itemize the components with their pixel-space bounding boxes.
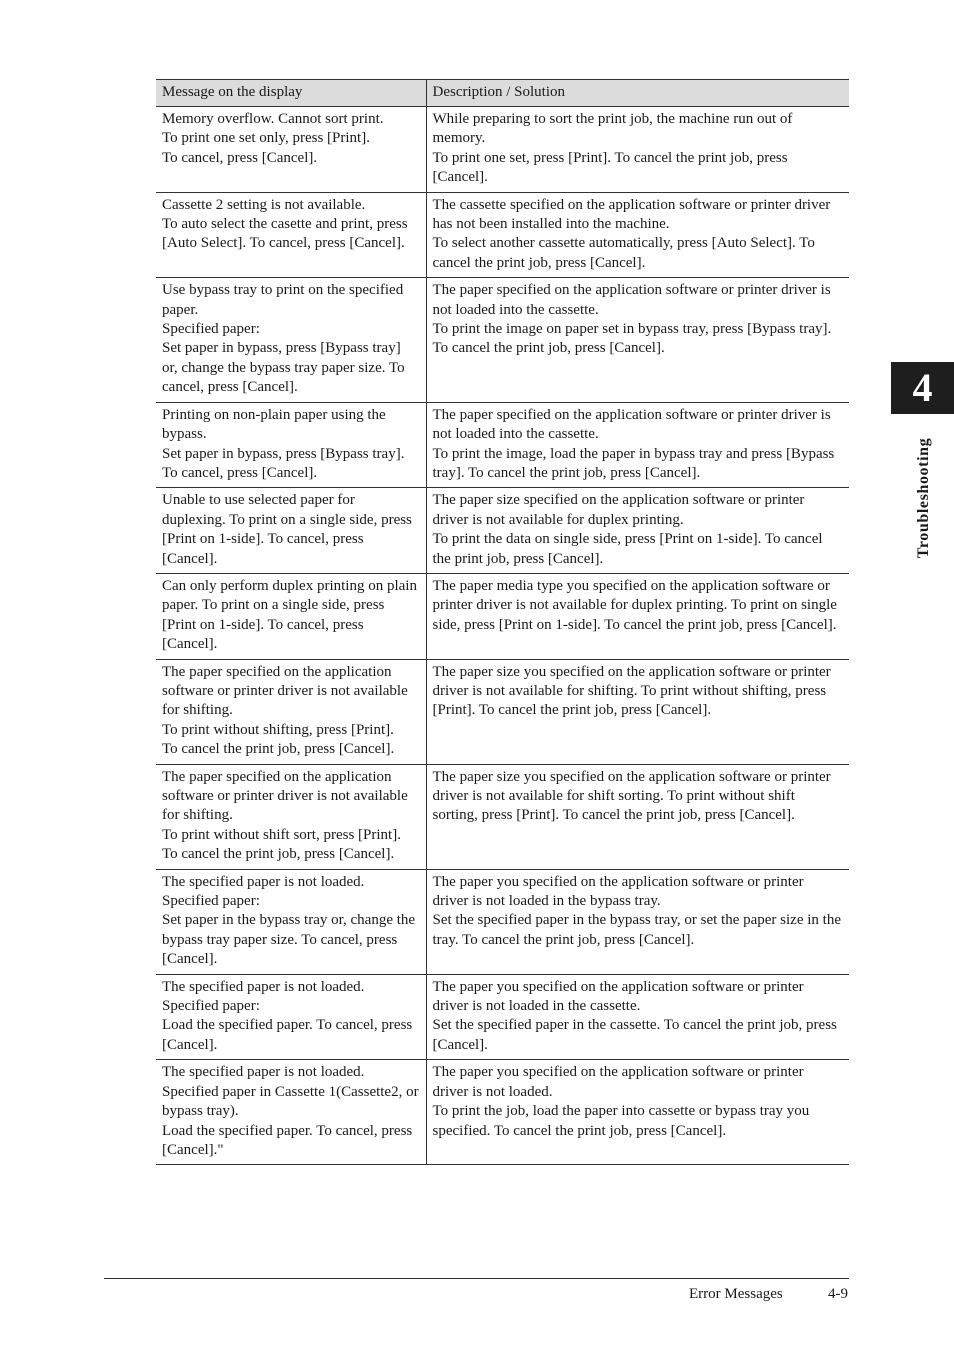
message-cell: Printing on non-plain paper using the bypass. Set paper in bypass, press [Bypass tray]. To cancel, press [Cancel]. <box>156 402 426 488</box>
message-cell: Unable to use selected paper for duplexing. To print on a single side, press [Print on 1-side]. To cancel, press [Cancel]. <box>156 488 426 574</box>
table-row <box>156 974 849 1060</box>
message-cell: The specified paper is not loaded. Specified paper: Set paper in the bypass tray or, change the bypass tray paper size. To cancel, press [Cancel]. <box>156 869 426 974</box>
message-cell: Memory overflow. Cannot sort print. To print one set only, press [Print]. To cancel, press [Cancel]. <box>156 107 426 193</box>
table-row <box>156 107 849 193</box>
error-messages-table <box>156 79 849 1165</box>
description-cell: The paper specified on the application software or printer driver is not loaded into the cassette. To print the image, load the paper in bypass tray and press [Bypass tray]. To cancel the print job, press [Cancel]. <box>426 402 849 488</box>
table-row <box>156 402 849 488</box>
description-cell: The cassette specified on the application software or printer driver has not been installed into the machine. To select another cassette automatically, press [Auto Select]. To cancel the print job, press [Cancel]. <box>426 192 849 278</box>
description-cell: The paper specified on the application software or printer driver is not loaded into the cassette. To print the image on paper set in bypass tray, press [Bypass tray]. To cancel the print job, press [Cancel]. <box>426 278 849 402</box>
message-cell: The specified paper is not loaded. Specified paper in Cassette 1(Cassette2, or bypass tray). Load the specified paper. To cancel, press [Cancel]." <box>156 1060 426 1165</box>
table-row <box>156 1060 849 1165</box>
footer-section-title: Error Messages <box>689 1286 783 1302</box>
description-cell: The paper size you specified on the application software or printer driver is not available for shifting. To print without shifting, press [Print]. To cancel the print job, press [Cancel]. <box>426 659 849 764</box>
message-cell: Cassette 2 setting is not available. To auto select the casette and print, press [Auto Select]. To cancel, press [Cancel]. <box>156 192 426 278</box>
table-row <box>156 278 849 402</box>
description-cell: The paper media type you specified on the application software or printer driver is not available for duplex printing. To print on single side, press [Print on 1-side]. To cancel the print job, press [Cancel]. <box>426 573 849 659</box>
message-cell: The paper specified on the application software or printer driver is not available for shifting. To print without shift sort, press [Print]. To cancel the print job, press [Cancel]. <box>156 764 426 869</box>
description-cell: The paper you specified on the application software or printer driver is not loaded in the cassette. Set the specified paper in the cassette. To cancel the print job, press [Cancel]. <box>426 974 849 1060</box>
description-cell: The paper you specified on the application software or printer driver is not loaded. To print the job, load the paper into cassette or bypass tray you specified. To cancel the print job, press [Cancel]. <box>426 1060 849 1165</box>
table-row <box>156 573 849 659</box>
message-cell: The specified paper is not loaded. Specified paper: Load the specified paper. To cancel, press [Cancel]. <box>156 974 426 1060</box>
footer-divider <box>104 1278 849 1279</box>
chapter-number-tab: 4 <box>891 362 954 414</box>
description-cell: The paper size specified on the application software or printer driver is not available for duplex printing. To print the data on single side, press [Print on 1-side]. To cancel the print job, press [Cancel]. <box>426 488 849 574</box>
description-cell: While preparing to sort the print job, the machine run out of memory. To print one set, press [Print]. To cancel the print job, press [Cancel]. <box>426 107 849 193</box>
chapter-side-label: Troubleshooting <box>915 437 932 559</box>
table-row <box>156 764 849 869</box>
page-number: 4-9 <box>828 1286 848 1302</box>
column-header-description: Description / Solution <box>426 80 849 107</box>
description-cell: The paper you specified on the application software or printer driver is not loaded in the bypass tray. Set the specified paper in the bypass tray, or set the paper size in the tray. To cancel the print job, press [Cancel]. <box>426 869 849 974</box>
column-header-message: Message on the display <box>156 80 426 107</box>
message-cell: Can only perform duplex printing on plain paper. To print on a single side, press [Print on 1-side]. To cancel, press [Cancel]. <box>156 573 426 659</box>
table-row <box>156 488 849 574</box>
table-row <box>156 659 849 764</box>
message-cell: The paper specified on the application software or printer driver is not available for shifting. To print without shifting, press [Print]. To cancel the print job, press [Cancel]. <box>156 659 426 764</box>
description-cell: The paper size you specified on the application software or printer driver is not available for shift sorting. To print without shift sorting, press [Print]. To cancel the print job, press [Cancel]. <box>426 764 849 869</box>
table-header-row <box>156 80 849 107</box>
table-row <box>156 869 849 974</box>
message-cell: Use bypass tray to print on the specified paper. Specified paper: Set paper in bypass, press [Bypass tray] or, change the bypass tray paper size. To cancel, press [Cancel]. <box>156 278 426 402</box>
table-row <box>156 192 849 278</box>
